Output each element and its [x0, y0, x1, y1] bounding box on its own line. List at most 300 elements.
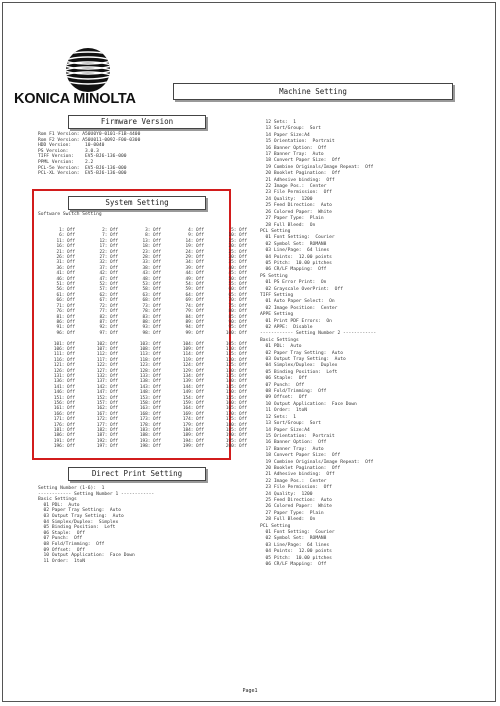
setting-line: 27 Paper Type: Plain: [260, 216, 324, 222]
switch-cell: 183: Off: [139, 428, 161, 434]
setting-line: 19 Combine Originals/Image Repeat: Off: [260, 164, 374, 170]
switch-cell: 195: Off: [225, 438, 247, 444]
switch-cell: 166: Off: [53, 411, 75, 417]
switch-cell: 19: Off: [185, 244, 204, 250]
switch-cell: 106: Off: [53, 346, 75, 352]
setting-line: 03 Output Tray Setting: Auto: [260, 357, 346, 363]
switch-cell: 117: Off: [96, 357, 118, 363]
switch-cell: 69: Off: [185, 298, 204, 304]
switch-cell: 58: Off: [142, 287, 161, 293]
switch-cell: 82: Off: [99, 314, 118, 320]
switch-cell: 137: Off: [96, 379, 118, 385]
switch-cell: 198: Off: [139, 444, 161, 450]
switch-cell: 189: Off: [182, 433, 204, 439]
firmware-version-list: [38, 132, 140, 177]
switch-cell: 7: Off: [102, 233, 118, 239]
switch-cell: 38: Off: [142, 265, 161, 271]
switch-cell: 129: Off: [182, 368, 204, 374]
switch-cell: 139: Off: [182, 379, 204, 385]
switch-cell: 143: Off: [139, 384, 161, 390]
setting-line: PCL Setting: [260, 228, 291, 234]
switch-cell: 73: Off: [142, 303, 161, 309]
switch-cell: 45: Off: [228, 271, 247, 277]
setting-line: 24 Quality: 1200: [260, 196, 313, 202]
setting-line: 05 Binding Position: Left: [38, 525, 116, 531]
switch-cell: 88: Off: [142, 319, 161, 325]
switch-row: [38, 444, 253, 449]
switch-cell: 181: Off: [53, 428, 75, 434]
switch-cell: 191: Off: [53, 438, 75, 444]
switch-cell: 97: Off: [99, 330, 118, 336]
switch-cell: 53: Off: [142, 282, 161, 288]
switch-cell: 93: Off: [142, 325, 161, 331]
page-number: Page1: [242, 688, 258, 694]
switch-cell: 41: Off: [56, 271, 75, 277]
switch-cell: 127: Off: [96, 368, 118, 374]
switch-cell: 123: Off: [139, 363, 161, 369]
switch-cell: 105: Off: [225, 341, 247, 347]
switch-cell: 46: Off: [56, 276, 75, 282]
switch-cell: 81: Off: [56, 314, 75, 320]
setting-line: 02 Symbol Set: ROMAN8: [260, 241, 327, 247]
setting-line: 15 Orientation: Portrait: [260, 433, 335, 439]
setting-line: 04 Simplex/Duplex: Duplex: [260, 363, 338, 369]
switch-cell: 99: Off: [185, 330, 204, 336]
switch-cell: 43: Off: [142, 271, 161, 277]
switch-cell: 107: Off: [96, 346, 118, 352]
setting-line: 03 Output Tray Setting: Auto: [38, 513, 124, 519]
direct-print-setting-title: Direct Print Setting: [68, 467, 206, 481]
switch-cell: 187: Off: [96, 433, 118, 439]
switch-cell: 101: Off: [53, 341, 75, 347]
setting-line: 17 Banner Tray: Auto: [260, 152, 324, 158]
switch-cell: 178: Off: [139, 422, 161, 428]
switch-cell: 104: Off: [182, 341, 204, 347]
setting-line: 05 Pitch: 10.00 pitches: [260, 260, 332, 266]
switch-cell: 56: Off: [56, 287, 75, 293]
switch-cell: 174: Off: [182, 417, 204, 423]
switch-cell: 4: Off: [188, 228, 204, 233]
firmware-line: TIFF Version: EV5-BJ6-136-000: [38, 154, 127, 160]
switch-cell: 167: Off: [96, 411, 118, 417]
setting-line: 06 CR/LF Mapping: Off: [260, 267, 327, 273]
setting-line: 28 Full Bleed: On: [260, 222, 316, 228]
firmware-version-title: Firmware Version: [68, 115, 206, 129]
brand-name: KONICA MINOLTA: [14, 91, 136, 107]
switch-cell: 135: Off: [225, 373, 247, 379]
switch-cell: 76: Off: [56, 309, 75, 315]
firmware-line: PCL-XL Version: EV5-BJ6-136-000: [38, 171, 127, 177]
switch-cell: 144: Off: [182, 384, 204, 390]
switch-cell: 180: Off: [225, 422, 247, 428]
setting-line: ------------ Setting Number 2 ------------: [260, 331, 377, 337]
switch-cell: 179: Off: [182, 422, 204, 428]
switch-cell: 80: Off: [228, 309, 247, 315]
setting-line: 01 PDL: Auto: [38, 502, 80, 508]
setting-line: 09 Offset: Off: [38, 547, 86, 553]
switch-cell: 10: Off: [228, 233, 247, 239]
setting-line: 25 Feed Direction: Auto: [260, 497, 332, 503]
switch-cell: 40: Off: [228, 265, 247, 271]
setting-line: 02 Grayscale OverPrint: Off: [260, 286, 343, 292]
setting-line: 02 Paper Tray Setting: Auto: [260, 350, 343, 356]
firmware-line: Rom F1 Version: A50U0Y0-0101-F1B-4400: [38, 132, 141, 137]
switch-cell: 162: Off: [96, 406, 118, 412]
switch-cell: 146: Off: [53, 390, 75, 396]
switch-cell: 28: Off: [142, 255, 161, 261]
switch-cell: 2: Off: [102, 228, 118, 233]
switch-cell: 64: Off: [185, 292, 204, 298]
firmware-line: PCL-5e Version: EV5-BJ6-136-000: [38, 165, 127, 171]
switch-cell: 109: Off: [182, 346, 204, 352]
switch-cell: 30: Off: [228, 255, 247, 261]
setting-line: 16 Banner Option: Off: [260, 145, 327, 151]
setting-line: 05 Binding Position: Left: [260, 369, 338, 375]
switch-cell: 188: Off: [139, 433, 161, 439]
switch-cell: 66: Off: [56, 298, 75, 304]
switch-cell: 154: Off: [182, 395, 204, 401]
software-switch-grid: [38, 228, 253, 450]
switch-cell: 84: Off: [185, 314, 204, 320]
switch-cell: 60: Off: [228, 287, 247, 293]
switch-cell: 1: Off: [59, 228, 75, 233]
direct-print-setting-list: [38, 486, 154, 564]
switch-cell: 134: Off: [182, 373, 204, 379]
setting-line: 13 Sort/Group: Sort: [260, 421, 321, 427]
switch-cell: 75: Off: [228, 303, 247, 309]
setting-line: 12 Sets: 1: [260, 414, 296, 420]
setting-line: 06 Staple: Off: [260, 376, 308, 382]
switch-cell: 70: Off: [228, 298, 247, 304]
switch-cell: 14: Off: [185, 238, 204, 244]
switch-cell: 159: Off: [182, 400, 204, 406]
switch-cell: 136: Off: [53, 379, 75, 385]
setting-line: 08 Fold/Trimming: Off: [38, 541, 105, 547]
setting-line: 10 Output Application: Face Down: [38, 553, 135, 559]
switch-cell: 150: Off: [225, 390, 247, 396]
switch-cell: 185: Off: [225, 428, 247, 434]
switch-cell: 52: Off: [99, 282, 118, 288]
switch-cell: 165: Off: [225, 406, 247, 412]
setting-line: 01 PDL: Auto: [260, 344, 302, 350]
switch-cell: 186: Off: [53, 433, 75, 439]
setting-line: 22 Image Pos.: Center: [260, 184, 327, 190]
switch-cell: 47: Off: [99, 276, 118, 282]
switch-cell: 175: Off: [225, 417, 247, 423]
setting-line: 16 Banner Option: Off: [260, 440, 327, 446]
setting-line: 19 Combine Originals/Image Repeat: Off: [260, 459, 374, 465]
setting-line: 06 CR/LF Mapping: Off: [260, 562, 327, 568]
switch-cell: 102: Off: [96, 341, 118, 347]
setting-line: 11 Order: 1toN: [38, 558, 86, 564]
switch-cell: 119: Off: [182, 357, 204, 363]
switch-cell: 55: Off: [228, 282, 247, 288]
switch-cell: 26: Off: [56, 255, 75, 261]
switch-cell: 125: Off: [225, 363, 247, 369]
switch-cell: 20: Off: [228, 244, 247, 250]
switch-cell: 71: Off: [56, 303, 75, 309]
switch-cell: 131: Off: [53, 373, 75, 379]
switch-cell: 33: Off: [142, 260, 161, 266]
setting-line: 08 Fold/Trimming: Off: [260, 389, 327, 395]
setting-line: PS Setting: [260, 273, 288, 279]
switch-cell: 54: Off: [185, 282, 204, 288]
switch-cell: 161: Off: [53, 406, 75, 412]
switch-cell: 149: Off: [182, 390, 204, 396]
switch-cell: 121: Off: [53, 363, 75, 369]
setting-line: TIFF Setting: [260, 292, 294, 298]
setting-line: Setting Number (1-6): 1: [38, 486, 105, 491]
switch-cell: 63: Off: [142, 292, 161, 298]
setting-line: ------------ Setting Number 1 ------------: [38, 491, 155, 497]
switch-cell: 83: Off: [142, 314, 161, 320]
switch-cell: 171: Off: [53, 417, 75, 423]
setting-line: 26 Colored Paper: White: [260, 504, 332, 510]
switch-cell: 153: Off: [139, 395, 161, 401]
switch-cell: 29: Off: [185, 255, 204, 261]
switch-cell: 57: Off: [99, 287, 118, 293]
switch-cell: 61: Off: [56, 292, 75, 298]
switch-cell: 62: Off: [99, 292, 118, 298]
setting-line: 22 Image Pos.: Center: [260, 478, 327, 484]
switch-cell: 156: Off: [53, 400, 75, 406]
switch-cell: 67: Off: [99, 298, 118, 304]
switch-cell: 15: Off: [228, 238, 247, 244]
switch-cell: 113: Off: [139, 352, 161, 358]
switch-cell: 197: Off: [96, 444, 118, 450]
switch-cell: 39: Off: [185, 265, 204, 271]
setting-line: Basic Settings: [38, 497, 77, 503]
setting-line: 03 Line/Page: 64 lines: [260, 542, 330, 548]
switch-cell: 78: Off: [142, 309, 161, 315]
setting-line: 18 Convert Paper Size: Off: [260, 158, 341, 164]
setting-line: 24 Quality: 1200: [260, 491, 313, 497]
switch-cell: 128: Off: [139, 368, 161, 374]
switch-cell: 108: Off: [139, 346, 161, 352]
switch-cell: 190: Off: [225, 433, 247, 439]
switch-cell: 72: Off: [99, 303, 118, 309]
setting-line: 15 Orientation: Portrait: [260, 139, 335, 145]
switch-cell: 37: Off: [99, 265, 118, 271]
setting-line: 05 Pitch: 10.00 pitches: [260, 555, 332, 561]
switch-cell: 176: Off: [53, 422, 75, 428]
setting-line: 01 Auto Paper Select: On: [260, 299, 335, 305]
switch-cell: 24: Off: [185, 249, 204, 255]
switch-cell: 87: Off: [99, 319, 118, 325]
switch-cell: 98: Off: [142, 330, 161, 336]
setting-line: APPE Setting: [260, 312, 294, 318]
switch-cell: 152: Off: [96, 395, 118, 401]
setting-line: 10 Output Application: Face Down: [260, 401, 357, 407]
switch-cell: 142: Off: [96, 384, 118, 390]
setting-line: 21 Adhesive binding: Off: [260, 472, 335, 478]
switch-cell: 17: Off: [99, 244, 118, 250]
setting-line: 01 Font Setting: Courier: [260, 530, 335, 535]
setting-line: 01 Print PDF Errors: On: [260, 318, 332, 324]
switch-cell: 22: Off: [99, 249, 118, 255]
switch-cell: 100: Off: [225, 330, 247, 336]
setting-line: 26 Colored Paper: White: [260, 209, 332, 215]
switch-cell: 182: Off: [96, 428, 118, 434]
setting-line: 28 Full Bleed: On: [260, 517, 316, 523]
setting-line: 09 Offset: Off: [260, 395, 308, 401]
switch-cell: 68: Off: [142, 298, 161, 304]
switch-cell: 114: Off: [182, 352, 204, 358]
switch-cell: 164: Off: [182, 406, 204, 412]
switch-cell: 5: Off: [231, 228, 247, 233]
switch-cell: 77: Off: [99, 309, 118, 315]
setting-line: 17 Banner Tray: Auto: [260, 446, 324, 452]
switch-cell: 8: Off: [145, 233, 161, 239]
switch-cell: 3: Off: [145, 228, 161, 233]
switch-cell: 133: Off: [139, 373, 161, 379]
switch-cell: 35: Off: [228, 260, 247, 266]
switch-cell: 50: Off: [228, 276, 247, 282]
switch-cell: 160: Off: [225, 400, 247, 406]
switch-cell: 42: Off: [99, 271, 118, 277]
firmware-line: Rom F2 Version: A50U011-0092-F00-0300: [38, 137, 141, 143]
switch-cell: 193: Off: [139, 438, 161, 444]
switch-cell: 49: Off: [185, 276, 204, 282]
switch-cell: 34: Off: [185, 260, 204, 266]
switch-cell: 96: Off: [56, 330, 75, 336]
switch-cell: 65: Off: [228, 292, 247, 298]
setting-line: 13 Sort/Group: Sort: [260, 126, 321, 132]
firmware-line: PPML Version: 2.2: [38, 159, 94, 165]
setting-line: 02 Paper Tray Setting: Auto: [38, 508, 121, 514]
switch-cell: 110: Off: [225, 346, 247, 352]
switch-cell: 194: Off: [182, 438, 204, 444]
switch-cell: 51: Off: [56, 282, 75, 288]
switch-cell: 151: Off: [53, 395, 75, 401]
setting-line: 03 Line/Page: 64 lines: [260, 248, 330, 254]
switch-cell: 138: Off: [139, 379, 161, 385]
setting-line: 23 File Permission: Off: [260, 190, 332, 196]
switch-cell: 89: Off: [185, 319, 204, 325]
switch-cell: 116: Off: [53, 357, 75, 363]
switch-cell: 111: Off: [53, 352, 75, 358]
switch-cell: 103: Off: [139, 341, 161, 347]
switch-cell: 118: Off: [139, 357, 161, 363]
setting-line: Basic Settings: [260, 337, 299, 343]
switch-cell: 155: Off: [225, 395, 247, 401]
setting-line: 12 Sets: 1: [260, 120, 296, 125]
switch-cell: 147: Off: [96, 390, 118, 396]
switch-cell: 172: Off: [96, 417, 118, 423]
switch-cell: 59: Off: [185, 287, 204, 293]
switch-cell: 86: Off: [56, 319, 75, 325]
setting-line: 04 Points: 12.00 points: [260, 549, 332, 555]
setting-line: 25 Feed Direction: Auto: [260, 203, 332, 209]
switch-cell: 169: Off: [182, 411, 204, 417]
switch-cell: 21: Off: [56, 249, 75, 255]
setting-line: 01 PS Error Print: On: [260, 280, 327, 286]
system-setting-title: System Setting: [68, 196, 206, 210]
switch-cell: 122: Off: [96, 363, 118, 369]
software-switch-title: Software Switch Setting: [38, 212, 102, 217]
switch-cell: 79: Off: [185, 309, 204, 315]
switch-cell: 95: Off: [228, 325, 247, 331]
switch-cell: 6: Off: [59, 233, 75, 239]
setting-line: 04 Simplex/Duplex: Simplex: [38, 519, 119, 525]
setting-line: 27 Paper Type: Plain: [260, 510, 324, 516]
switch-cell: 36: Off: [56, 265, 75, 271]
switch-cell: 27: Off: [99, 255, 118, 261]
switch-cell: 94: Off: [185, 325, 204, 331]
setting-details-list: [260, 120, 376, 568]
switch-cell: 32: Off: [99, 260, 118, 266]
setting-line: 02 Symbol Set: ROMAN8: [260, 536, 327, 542]
switch-cell: 184: Off: [182, 428, 204, 434]
switch-cell: 158: Off: [139, 400, 161, 406]
setting-line: 14 Paper Size:A4: [260, 132, 310, 138]
setting-line: 21 Adhesive binding: Off: [260, 177, 335, 183]
firmware-line: PS Version: 3.0.3: [38, 148, 99, 154]
switch-cell: 9: Off: [188, 233, 204, 239]
switch-cell: 141: Off: [53, 384, 75, 390]
switch-cell: 44: Off: [185, 271, 204, 277]
setting-line: 06 Staple: Off: [38, 530, 86, 536]
switch-cell: 130: Off: [225, 368, 247, 374]
machine-setting-title: Machine Setting: [173, 83, 453, 100]
switch-cell: 168: Off: [139, 411, 161, 417]
switch-cell: 157: Off: [96, 400, 118, 406]
switch-cell: 192: Off: [96, 438, 118, 444]
switch-cell: 173: Off: [139, 417, 161, 423]
switch-cell: 170: Off: [225, 411, 247, 417]
setting-line: 07 Punch: Off: [260, 382, 305, 388]
switch-cell: 92: Off: [99, 325, 118, 331]
switch-cell: 18: Off: [142, 244, 161, 250]
switch-cell: 200: Off: [225, 444, 247, 450]
switch-cell: 11: Off: [56, 238, 75, 244]
setting-line: 01 Font Setting: Courier: [260, 235, 335, 241]
setting-line: 04 Points: 12.00 points: [260, 254, 332, 260]
switch-cell: 74: Off: [185, 303, 204, 309]
switch-cell: 112: Off: [96, 352, 118, 358]
switch-cell: 148: Off: [139, 390, 161, 396]
switch-cell: 16: Off: [56, 244, 75, 250]
setting-line: PCL Setting: [260, 523, 291, 529]
setting-line: 14 Paper Size:A4: [260, 427, 310, 433]
setting-line: 02 Image Position: Center: [260, 305, 338, 311]
setting-line: 20 Booklet Pagination: Off: [260, 465, 341, 471]
switch-cell: 25: Off: [228, 249, 247, 255]
switch-cell: 124: Off: [182, 363, 204, 369]
switch-cell: 48: Off: [142, 276, 161, 282]
setting-line: 18 Convert Paper Size: Off: [260, 453, 341, 459]
setting-line: 07 Punch: Off: [38, 536, 83, 542]
switch-cell: 196: Off: [53, 444, 75, 450]
switch-cell: 140: Off: [225, 379, 247, 385]
switch-cell: 177: Off: [96, 422, 118, 428]
setting-line: 20 Booklet Pagination: Off: [260, 171, 341, 177]
switch-cell: 85: Off: [228, 314, 247, 320]
switch-cell: 132: Off: [96, 373, 118, 379]
switch-cell: 120: Off: [225, 357, 247, 363]
switch-cell: 91: Off: [56, 325, 75, 331]
switch-cell: 115: Off: [225, 352, 247, 358]
setting-line: 11 Order: 1toN: [260, 408, 308, 414]
switch-cell: 23: Off: [142, 249, 161, 255]
setting-line: 23 File Permission: Off: [260, 485, 332, 491]
switch-cell: 126: Off: [53, 368, 75, 374]
firmware-line: HDD Version: 10-0040: [38, 143, 105, 149]
setting-line: 02 APPE: Disable: [260, 325, 313, 330]
switch-cell: 145: Off: [225, 384, 247, 390]
switch-cell: 90: Off: [228, 319, 247, 325]
switch-cell: 163: Off: [139, 406, 161, 412]
